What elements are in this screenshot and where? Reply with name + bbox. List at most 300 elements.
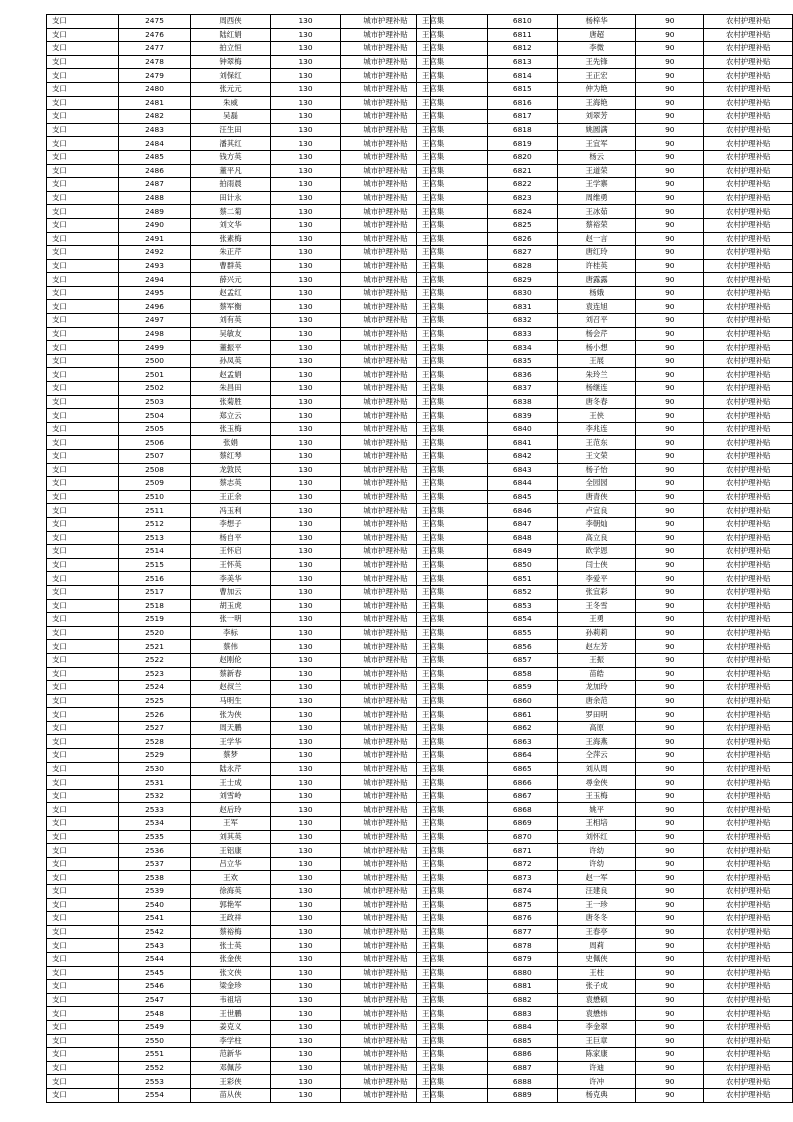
type-cell: 农村护理补贴 [704,368,793,382]
amount-cell: 130 [271,966,341,980]
number-cell: 2531 [119,776,191,790]
table-row [47,993,431,1007]
type-cell: 农村护理补贴 [704,599,793,613]
location-cell: 支口 [47,681,119,695]
table-row [417,545,793,559]
amount-cell: 90 [636,164,704,178]
number-cell: 6885 [487,1034,557,1048]
location-cell: 王官集 [417,585,488,599]
amount-cell: 130 [271,517,341,531]
name-cell: 姜克义 [191,1020,271,1034]
amount-cell: 130 [271,409,341,423]
type-cell: 农村护理补贴 [704,15,793,29]
table-row [417,599,793,613]
table-row [47,477,431,491]
name-cell: 杨云 [558,150,636,164]
name-cell: 马明生 [191,694,271,708]
name-cell: 赵一言 [558,232,636,246]
name-cell: 杨子怡 [558,463,636,477]
number-cell: 2491 [119,232,191,246]
amount-cell: 130 [271,871,341,885]
type-cell: 农村护理补贴 [704,1020,793,1034]
right-subsidy-table [416,14,793,1103]
location-cell: 支口 [47,776,119,790]
name-cell: 袁懋炜 [558,1007,636,1021]
amount-cell: 130 [271,28,341,42]
number-cell: 2540 [119,898,191,912]
number-cell: 6871 [487,844,557,858]
location-cell: 支口 [47,232,119,246]
location-cell: 支口 [47,477,119,491]
table-row [417,232,793,246]
type-cell: 城市护理补贴 [341,300,431,314]
number-cell: 2527 [119,721,191,735]
type-cell: 农村护理补贴 [704,803,793,817]
number-cell: 6860 [487,694,557,708]
name-cell: 王一珍 [558,898,636,912]
amount-cell: 130 [271,735,341,749]
name-cell: 仲为艳 [558,82,636,96]
type-cell: 城市护理补贴 [341,55,431,69]
amount-cell: 130 [271,42,341,56]
type-cell: 农村护理补贴 [704,137,793,151]
type-cell: 城市护理补贴 [341,395,431,409]
amount-cell: 90 [636,490,704,504]
amount-cell: 90 [636,803,704,817]
type-cell: 农村护理补贴 [704,721,793,735]
table-row [417,246,793,260]
table-row [417,531,793,545]
amount-cell: 90 [636,382,704,396]
table-row [417,150,793,164]
amount-cell: 90 [636,966,704,980]
name-cell: 田计永 [191,191,271,205]
name-cell: 苗皓 [558,667,636,681]
type-cell: 农村护理补贴 [704,585,793,599]
name-cell: 赵刚伦 [191,653,271,667]
table-row [417,735,793,749]
number-cell: 6835 [487,354,557,368]
type-cell: 农村护理补贴 [704,694,793,708]
number-cell: 2494 [119,273,191,287]
number-cell: 6874 [487,885,557,899]
name-cell: 许幼 [558,844,636,858]
amount-cell: 90 [636,1034,704,1048]
number-cell: 2506 [119,436,191,450]
name-cell: 张元元 [191,82,271,96]
amount-cell: 130 [271,436,341,450]
number-cell: 2495 [119,286,191,300]
number-cell: 2510 [119,490,191,504]
table-row [47,531,431,545]
amount-cell: 130 [271,368,341,382]
amount-cell: 130 [271,382,341,396]
name-cell: 唐超 [558,28,636,42]
type-cell: 城市护理补贴 [341,830,431,844]
type-cell: 农村护理补贴 [704,952,793,966]
table-row [417,721,793,735]
location-cell: 支口 [47,55,119,69]
type-cell: 城市护理补贴 [341,844,431,858]
number-cell: 2543 [119,939,191,953]
location-cell: 王官集 [417,341,488,355]
amount-cell: 90 [636,110,704,124]
name-cell: 张文侠 [191,966,271,980]
number-cell: 2523 [119,667,191,681]
name-cell: 张子成 [558,980,636,994]
number-cell: 6872 [487,857,557,871]
number-cell: 2496 [119,300,191,314]
amount-cell: 130 [271,286,341,300]
amount-cell: 130 [271,572,341,586]
type-cell: 农村护理补贴 [704,463,793,477]
number-cell: 2503 [119,395,191,409]
number-cell: 2546 [119,980,191,994]
amount-cell: 90 [636,857,704,871]
left-table-body [47,15,431,1103]
amount-cell: 130 [271,300,341,314]
location-cell: 王官集 [417,558,488,572]
location-cell: 支口 [47,925,119,939]
type-cell: 城市护理补贴 [341,803,431,817]
number-cell: 2522 [119,653,191,667]
amount-cell: 130 [271,15,341,29]
number-cell: 2511 [119,504,191,518]
number-cell: 6855 [487,626,557,640]
table-row [417,817,793,831]
location-cell: 王官集 [417,694,488,708]
type-cell: 农村护理补贴 [704,939,793,953]
amount-cell: 130 [271,273,341,287]
table-row [47,504,431,518]
location-cell: 王官集 [417,980,488,994]
type-cell: 农村护理补贴 [704,817,793,831]
number-cell: 6854 [487,613,557,627]
location-cell: 王官集 [417,776,488,790]
amount-cell: 90 [636,626,704,640]
number-cell: 2545 [119,966,191,980]
name-cell: 卢宜良 [558,504,636,518]
amount-cell: 130 [271,776,341,790]
amount-cell: 90 [636,640,704,654]
type-cell: 农村护理补贴 [704,436,793,450]
location-cell: 王官集 [417,599,488,613]
amount-cell: 130 [271,599,341,613]
amount-cell: 130 [271,681,341,695]
location-cell: 王官集 [417,626,488,640]
amount-cell: 90 [636,341,704,355]
number-cell: 2533 [119,803,191,817]
type-cell: 城市护理补贴 [341,246,431,260]
location-cell: 支口 [47,409,119,423]
type-cell: 城市护理补贴 [341,436,431,450]
type-cell: 城市护理补贴 [341,925,431,939]
location-cell: 王官集 [417,871,488,885]
amount-cell: 90 [636,504,704,518]
number-cell: 2518 [119,599,191,613]
location-cell: 王官集 [417,490,488,504]
amount-cell: 130 [271,1034,341,1048]
location-cell: 王官集 [417,993,488,1007]
location-cell: 王官集 [417,42,488,56]
amount-cell: 130 [271,1048,341,1062]
name-cell: 高原 [558,721,636,735]
location-cell: 支口 [47,966,119,980]
name-cell: 王正宏 [558,69,636,83]
number-cell: 2529 [119,749,191,763]
amount-cell: 90 [636,286,704,300]
location-cell: 支口 [47,273,119,287]
number-cell: 2515 [119,558,191,572]
location-cell: 王官集 [417,1048,488,1062]
name-cell: 邓佩莎 [191,1061,271,1075]
amount-cell: 90 [636,898,704,912]
location-cell: 王官集 [417,82,488,96]
location-cell: 支口 [47,613,119,627]
name-cell: 王冰茹 [558,205,636,219]
amount-cell: 130 [271,545,341,559]
amount-cell: 90 [636,300,704,314]
number-cell: 2482 [119,110,191,124]
type-cell: 城市护理补贴 [341,585,431,599]
name-cell: 曹加云 [191,585,271,599]
type-cell: 农村护理补贴 [704,123,793,137]
table-row [47,980,431,994]
location-cell: 王官集 [417,1061,488,1075]
location-cell: 支口 [47,395,119,409]
location-cell: 王官集 [417,286,488,300]
table-row [47,354,431,368]
number-cell: 2520 [119,626,191,640]
amount-cell: 90 [636,69,704,83]
number-cell: 2541 [119,912,191,926]
amount-cell: 130 [271,912,341,926]
number-cell: 6820 [487,150,557,164]
location-cell: 王官集 [417,409,488,423]
location-cell: 支口 [47,803,119,817]
name-cell: 王世鹏 [191,1007,271,1021]
type-cell: 农村护理补贴 [704,178,793,192]
amount-cell: 90 [636,694,704,708]
number-cell: 6823 [487,191,557,205]
name-cell: 王士成 [191,776,271,790]
location-cell: 支口 [47,314,119,328]
amount-cell: 130 [271,246,341,260]
location-cell: 支口 [47,42,119,56]
name-cell: 王海艳 [558,96,636,110]
type-cell: 城市护理补贴 [341,558,431,572]
table-row [417,1020,793,1034]
table-row [47,259,431,273]
name-cell: 吕立华 [191,857,271,871]
table-row [417,762,793,776]
amount-cell: 130 [271,314,341,328]
type-cell: 城市护理补贴 [341,912,431,926]
name-cell: 王春亭 [558,925,636,939]
table-row [417,218,793,232]
location-cell: 王官集 [417,721,488,735]
name-cell: 汪生田 [191,123,271,137]
name-cell: 刘怀红 [558,830,636,844]
amount-cell: 90 [636,178,704,192]
number-cell: 2490 [119,218,191,232]
type-cell: 农村护理补贴 [704,885,793,899]
type-cell: 城市护理补贴 [341,1061,431,1075]
name-cell: 李金翠 [558,1020,636,1034]
location-cell: 支口 [47,653,119,667]
table-row [47,1061,431,1075]
number-cell: 2509 [119,477,191,491]
amount-cell: 90 [636,1020,704,1034]
table-row [47,150,431,164]
name-cell: 袁连旭 [558,300,636,314]
amount-cell: 90 [636,1088,704,1102]
location-cell: 支口 [47,939,119,953]
type-cell: 农村护理补贴 [704,517,793,531]
name-cell: 杨克典 [558,1088,636,1102]
table-row [417,409,793,423]
table-row [47,952,431,966]
table-row [417,517,793,531]
number-cell: 6857 [487,653,557,667]
amount-cell: 90 [636,137,704,151]
amount-cell: 130 [271,762,341,776]
amount-cell: 130 [271,341,341,355]
amount-cell: 130 [271,137,341,151]
location-cell: 支口 [47,191,119,205]
table-row [417,952,793,966]
amount-cell: 90 [636,205,704,219]
table-row [47,925,431,939]
type-cell: 城市护理补贴 [341,1034,431,1048]
table-row [47,708,431,722]
name-cell: 董平凡 [191,164,271,178]
type-cell: 城市护理补贴 [341,286,431,300]
table-row [47,912,431,926]
amount-cell: 130 [271,885,341,899]
table-row [47,585,431,599]
location-cell: 王官集 [417,205,488,219]
name-cell: 刘其英 [191,830,271,844]
amount-cell: 130 [271,218,341,232]
name-cell: 张娟 [191,436,271,450]
table-row [47,803,431,817]
number-cell: 6817 [487,110,557,124]
name-cell: 周天鹏 [191,721,271,735]
location-cell: 王官集 [417,273,488,287]
table-row [47,327,431,341]
location-cell: 王官集 [417,327,488,341]
number-cell: 6828 [487,259,557,273]
amount-cell: 130 [271,939,341,953]
table-row [47,42,431,56]
number-cell: 6815 [487,82,557,96]
table-row [417,871,793,885]
table-row [47,885,431,899]
name-cell: 赵一军 [558,871,636,885]
number-cell: 6849 [487,545,557,559]
type-cell: 城市护理补贴 [341,354,431,368]
number-cell: 6829 [487,273,557,287]
type-cell: 城市护理补贴 [341,164,431,178]
location-cell: 王官集 [417,232,488,246]
number-cell: 2519 [119,613,191,627]
name-cell: 王范东 [558,436,636,450]
location-cell: 王官集 [417,885,488,899]
amount-cell: 90 [636,585,704,599]
table-row [417,708,793,722]
location-cell: 王官集 [417,1075,488,1089]
table-row [417,966,793,980]
number-cell: 6879 [487,952,557,966]
name-cell: 李学柱 [191,1034,271,1048]
location-cell: 支口 [47,1020,119,1034]
location-cell: 支口 [47,354,119,368]
location-cell: 支口 [47,28,119,42]
table-row [47,599,431,613]
table-row [47,450,431,464]
number-cell: 2524 [119,681,191,695]
type-cell: 城市护理补贴 [341,857,431,871]
number-cell: 6834 [487,341,557,355]
type-cell: 城市护理补贴 [341,789,431,803]
amount-cell: 130 [271,667,341,681]
name-cell: 徐海英 [191,885,271,899]
table-row [47,898,431,912]
table-row [47,191,431,205]
table-row [417,395,793,409]
table-row [47,205,431,219]
location-cell: 支口 [47,490,119,504]
location-cell: 支口 [47,898,119,912]
table-row [417,749,793,763]
name-cell: 王柱 [558,966,636,980]
type-cell: 城市护理补贴 [341,653,431,667]
table-row [417,286,793,300]
type-cell: 城市护理补贴 [341,708,431,722]
table-row [47,422,431,436]
amount-cell: 130 [271,1075,341,1089]
amount-cell: 90 [636,55,704,69]
type-cell: 农村护理补贴 [704,28,793,42]
type-cell: 农村护理补贴 [704,681,793,695]
number-cell: 6825 [487,218,557,232]
number-cell: 6836 [487,368,557,382]
amount-cell: 90 [636,395,704,409]
number-cell: 6877 [487,925,557,939]
amount-cell: 90 [636,314,704,328]
type-cell: 城市护理补贴 [341,640,431,654]
amount-cell: 130 [271,1007,341,1021]
location-cell: 王官集 [417,789,488,803]
name-cell: 王怀英 [191,558,271,572]
type-cell: 农村护理补贴 [704,314,793,328]
amount-cell: 90 [636,517,704,531]
amount-cell: 130 [271,980,341,994]
table-row [417,844,793,858]
number-cell: 2479 [119,69,191,83]
location-cell: 王官集 [417,925,488,939]
amount-cell: 90 [636,218,704,232]
amount-cell: 90 [636,708,704,722]
table-row [47,694,431,708]
name-cell: 唐余范 [558,694,636,708]
table-row [417,205,793,219]
name-cell: 王冬雪 [558,599,636,613]
number-cell: 6831 [487,300,557,314]
type-cell: 城市护理补贴 [341,463,431,477]
type-cell: 农村护理补贴 [704,613,793,627]
